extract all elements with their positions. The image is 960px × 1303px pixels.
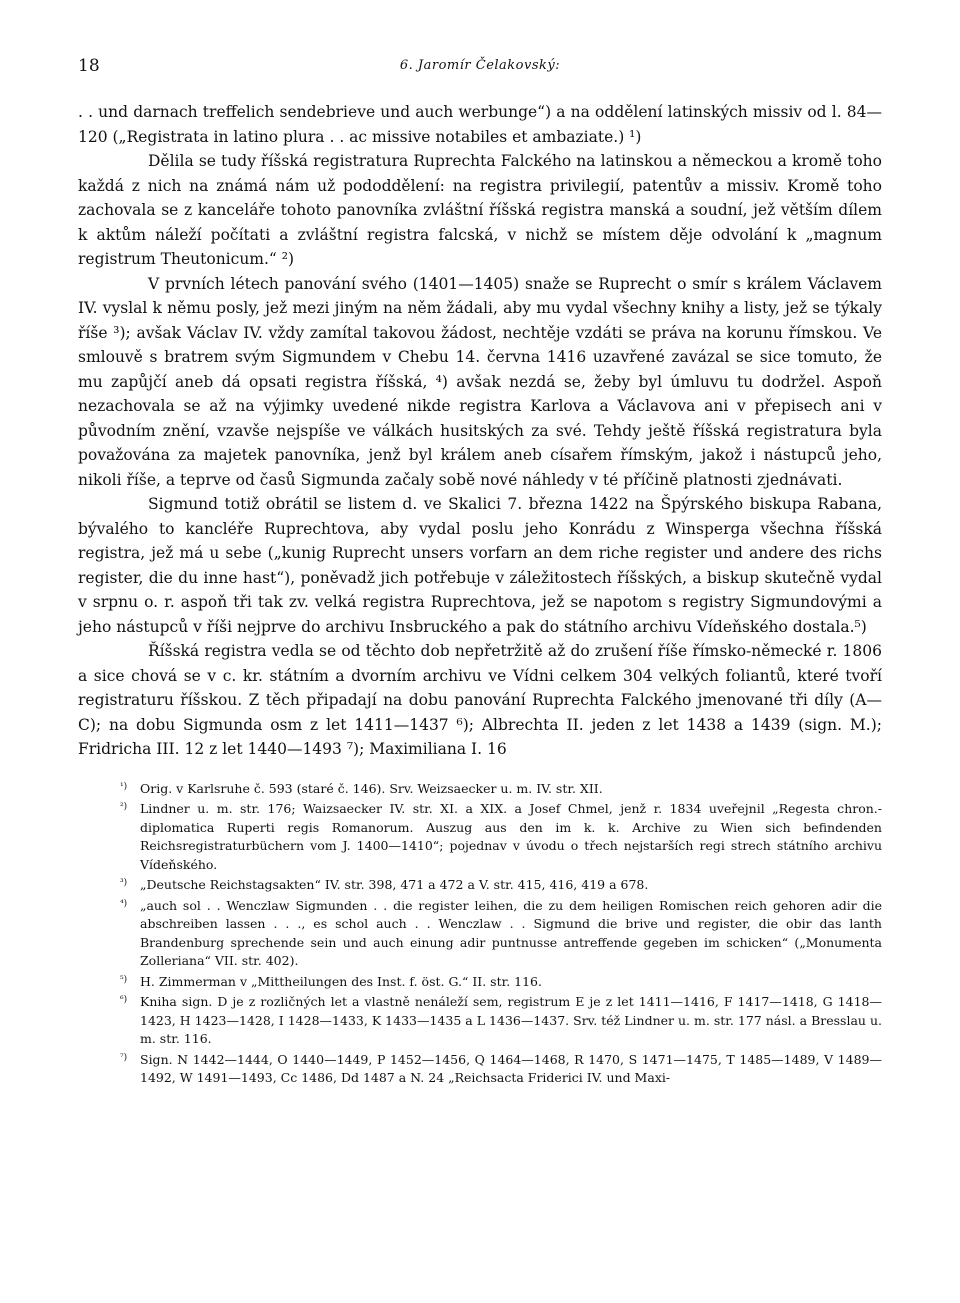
footnote	[120, 780, 882, 799]
page-number: 18	[78, 56, 100, 76]
footnote-mark: ²)	[120, 802, 128, 812]
footnote-mark: ⁴)	[120, 898, 128, 909]
footnote-mark: ¹)	[120, 781, 128, 792]
footnote-mark: ⁶)	[120, 995, 128, 1005]
footnote	[120, 876, 882, 895]
document-page	[78, 56, 882, 1090]
paragraph: Sigmund totiž obrátil se listem d. ve Skalici 7. března 1422 na Špýrského biskupa Rabana, bývalého to kancléře Ruprechtova, aby vydal poslu jeho Konrádu z Winsperga všechna říšská registra, jež má u sebe („kunig Ruprecht unsers vorfarn an dem riche register und andere des richs register, die du inne hast“), poněvadž jich potřebuje v záležitostech říšských, a biskup skutečně vydal v srpnu o. r. aspoň tři tak zv. velká registra Ruprechtova, jež se napotom s registry Sigmundovými a jeho nástupců v říši nejprve do archivu Insbruckého a pak do státního archivu Vídeňského dostala.⁵)	[78, 495, 882, 636]
footnote	[120, 1051, 882, 1088]
footnote-mark: ⁷)	[120, 1052, 128, 1063]
body-text	[78, 100, 882, 762]
footnote-mark: ⁵)	[120, 974, 128, 985]
footnote-text: H. Zimmerman v „Mittheilungen des Inst. f. öst. G.“ II. str. 116.	[140, 973, 542, 989]
footnote	[120, 973, 882, 992]
footnote-text: Orig. v Karlsruhe č. 593 (staré č. 146). Srv. Weizsaecker u. m. IV. str. XII.	[140, 780, 603, 796]
footnote-separator	[78, 762, 882, 780]
footnote	[120, 800, 882, 874]
footnote-text: Sign. N 1442—1444, O 1440—1449, P 1452—1456, Q 1464—1468, R 1470, S 1471—1475, T 1485—1489, V 1489—1492, W 1491—1493, Cc 1486, Dd 1487 a N. 24 „Reichsacta Friderici IV. und Maxi-	[140, 1051, 882, 1085]
paragraph: Říšská registra vedla se od těchto dob nepřetržitě až do zrušení říše římsko-německé r. 1806 a sice chová se v c. kr. státním a dvorním archivu ve Vídni celkem 304 velkých foliantů, které tvoří registraturu říšskou. Z těch připadají na dobu panování Ruprechta Falckého jmenované tři díly (A—C); na dobu Sigmunda osm z let 1411—1437 ⁶); Albrechta II. jeden z let 1438 a 1439 (sign. M.); Fridricha III. 12 z let 1440—1493 ⁷); Maximiliana I. 16	[78, 642, 882, 758]
footnote-text: „Deutsche Reichstagsakten“ IV. str. 398, 471 a 472 a V. str. 415, 416, 419 a 678.	[140, 877, 649, 892]
footnote-text: „auch sol . . Wenczlaw Sigmunden . . die register leihen, die zu dem heiligen Romischen reich gehoren adir die abschreiben lassen . . ., es schol auch . . Wenczlaw . . Sigmund die brive und register, die obir das lanth Brandenburg sprechende sein und auch einung adir puntnusse antreffende gegeben im schicken“ („Monumenta Zolleriana“ VII. str. 402).	[140, 897, 882, 968]
footnotes	[120, 780, 882, 1088]
footnote	[120, 993, 882, 1049]
running-title: 6. Jaromír Čelakovský:	[399, 58, 561, 73]
paragraph: Dělila se tudy říšská registratura Ruprechta Falckého na latinskou a německou a kromě toho každá z nich na známá nám už pododdělení: na registra privilegií, patentův a missiv. Kromě toho zachovala se z kanceláře tohoto panovníka zvláštní říšská registra manská a soudní, jež větším dílem k aktům náleží počítati a zvláštní registra falcská, v nichž se místem děje odvolání k „magnum registrum Theutonicum.“ ²)	[78, 152, 882, 268]
page-header	[78, 56, 882, 86]
footnote	[120, 897, 882, 971]
paragraph: . . und darnach treffelich sendebrieve und auch werbunge“) a na oddělení latinských missiv od l. 84—120 („Registrata in latino plura . . ac missive notabiles et ambaziate.) ¹)	[78, 103, 882, 146]
footnote-text: Kniha sign. D je z rozličných let a vlastně nenáleží sem, registrum E je z let 1411—1416, F 1417—1418, G 1418—1423, H 1423—1428, I 1428—1433, K 1433—1435 a L 1436—1437. Srv. též Lindner u. m. str. 177 násl. a Bresslau u. m. str. 116.	[140, 994, 882, 1046]
footnote-mark: ³)	[120, 878, 128, 888]
footnote-text: Lindner u. m. str. 176; Waizsaecker IV. str. XI. a XIX. a Josef Chmel, jenž r. 1834 uveřejnil „Regesta chron.-diplomatica Ruperti regis Romanorum. Auszug aus den im k. k. Archive zu Wien sich befindenden Reichsregistraturbüchern vom J. 1400—1410“; pojednav v úvodu o třech nejstarších regi strech státního archivu Vídeňského.	[140, 801, 882, 872]
paragraph: V prvních létech panování svého (1401—1405) snaže se Ruprecht o smír s králem Václavem IV. vyslal k němu posly, jež mezi jiným na něm žádali, aby mu vydal všechny knihy a listy, jež se týkaly říše ³); avšak Václav IV. vždy zamítal takovou žádost, nechtěje vzdáti se práva na korunu římskou. Ve smlouvě s bratrem svým Sigmundem v Chebu 14. června 1416 uzavřené zavázal se sice tomuto, že mu zapůjčí aneb dá opsati registra říšská, ⁴) avšak nezdá se, žeby byl úmluvu tu dodržel. Aspoň nezachovala se až na výjimky uvedené nikde registra Karlova a Václavova ani v přepisech ani v původním znění, vzavše nejspíše ve válkách husitských za své. Tehdy ještě říšská registratura byla považována za majetek panovníka, jenž byl králem aneb císařem římským, jakož i nástupců jeho, nikoli říše, a teprve od časů Sigmunda začaly sobě nové náhledy v té příčině platnosti zjednávati.	[78, 274, 882, 489]
